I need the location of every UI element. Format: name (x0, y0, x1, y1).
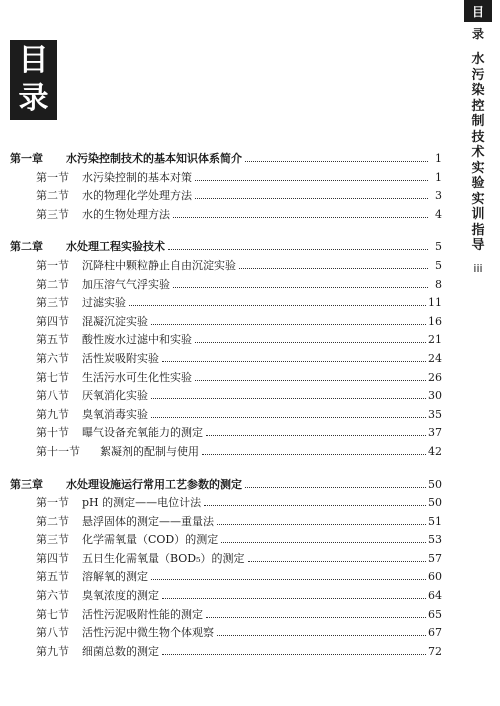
side-title-char: 导 (471, 238, 485, 253)
page-number: iii (473, 262, 483, 275)
section-title: 臭氧消毒实验 (82, 407, 148, 421)
section-title: 活性炭吸附实验 (82, 351, 159, 365)
section-label: 第二节 (36, 514, 69, 528)
toc-section-row[interactable] (10, 187, 442, 206)
section-page-number: 24 (428, 351, 442, 365)
section-page-number: 51 (428, 514, 442, 528)
leader-dots (162, 654, 426, 655)
side-title-char: 技 (471, 129, 485, 145)
chapter-label: 第二章 (10, 240, 43, 254)
toc-section-row[interactable] (10, 257, 442, 276)
toc-section-row[interactable] (10, 331, 442, 350)
toc-section-row[interactable] (10, 350, 442, 369)
leader-dots (151, 398, 426, 399)
section-title: 臭氧浓度的测定 (82, 589, 159, 603)
toc-heading-char-1: 目 (18, 43, 49, 78)
toc-chapter-row[interactable] (10, 238, 442, 257)
section-label: 第六节 (36, 351, 69, 365)
section-page-number: 26 (428, 370, 442, 384)
section-title: 悬浮固体的测定——重量法 (82, 514, 214, 528)
section-page-number: 53 (428, 533, 442, 547)
section-page-number: 35 (428, 407, 442, 421)
section-label: 第五节 (36, 570, 69, 584)
section-page-number: 8 (435, 277, 442, 291)
section-page-number: 21 (428, 333, 442, 347)
side-title-char: 训 (471, 207, 485, 222)
toc-heading-block (10, 40, 57, 120)
side-tab-top: 目 (464, 0, 492, 22)
leader-dots (206, 435, 426, 436)
chapter-title: 水污染控制技术的基本知识体系简介 (66, 152, 242, 165)
toc-section-row[interactable] (10, 494, 442, 513)
section-title: 活性污泥中微生物个体观察 (82, 626, 214, 640)
section-title: pH 的测定——电位计法 (82, 496, 202, 510)
side-title-char: 水 (471, 52, 485, 67)
section-page-number: 1 (435, 170, 442, 184)
toc-section-row[interactable] (10, 424, 442, 443)
section-label: 第一节 (36, 258, 69, 272)
chapter-page-number: 5 (435, 240, 442, 254)
section-label: 第五节 (36, 333, 69, 347)
table-of-contents (10, 150, 442, 661)
toc-section-row[interactable] (10, 531, 442, 550)
leader-dots (202, 454, 426, 455)
section-label: 第三节 (36, 296, 69, 310)
leader-dots (129, 305, 426, 306)
section-title: 絮凝剂的配制与使用 (100, 444, 199, 458)
toc-chapter-row[interactable] (10, 150, 442, 169)
leader-dots (239, 268, 428, 269)
leader-dots (151, 579, 426, 580)
side-title-char: 术 (471, 145, 485, 160)
chapter-title: 水处理工程实验技术 (66, 240, 165, 254)
side-title-char: 指 (471, 222, 485, 238)
leader-dots (151, 324, 426, 325)
section-label: 第三节 (36, 533, 69, 547)
toc-section-row[interactable] (10, 568, 442, 587)
toc-section-row[interactable] (10, 406, 442, 425)
section-page-number: 11 (428, 296, 442, 310)
side-title-char: 污 (471, 67, 485, 83)
section-label: 第八节 (36, 626, 69, 640)
section-label: 第四节 (36, 314, 69, 328)
section-label: 第九节 (36, 407, 69, 421)
leader-dots (173, 287, 428, 288)
section-title: 加压溶气气浮实验 (82, 277, 170, 291)
toc-section-row[interactable] (10, 550, 442, 569)
section-label: 第一节 (36, 496, 69, 510)
toc-heading-char-2: 录 (18, 81, 49, 116)
side-title-char: 制 (471, 114, 485, 129)
section-label: 第三节 (36, 207, 69, 221)
toc-section-row[interactable] (10, 206, 442, 225)
section-title: 化学需氧量（COD）的测定 (82, 533, 219, 547)
leader-dots (195, 342, 426, 343)
section-title: 混凝沉淀实验 (82, 314, 148, 328)
side-title-char: 实 (471, 191, 485, 207)
section-label: 第九节 (36, 644, 69, 658)
leader-dots (195, 180, 428, 181)
toc-section-row[interactable] (10, 624, 442, 643)
section-label: 第十节 (36, 426, 69, 440)
leader-dots (248, 561, 426, 562)
section-page-number: 50 (428, 496, 442, 510)
section-title: 生活污水可生化性实验 (82, 370, 192, 384)
leader-dots (168, 249, 428, 250)
chapter-gap (10, 224, 442, 238)
section-title: 水污染控制的基本对策 (82, 170, 192, 184)
chapter-title: 水处理设施运行常用工艺参数的测定 (66, 477, 242, 491)
leader-dots (245, 161, 428, 162)
section-page-number: 64 (428, 589, 442, 603)
leader-dots (206, 617, 426, 618)
section-label: 第六节 (36, 589, 69, 603)
toc-section-row[interactable] (10, 276, 442, 295)
chapter-label: 第三章 (10, 477, 43, 491)
toc-section-row[interactable] (10, 606, 442, 625)
side-title-char: 实 (471, 160, 485, 176)
side-title-char: 控 (471, 98, 485, 114)
toc-section-row[interactable] (10, 313, 442, 332)
chapter-gap (10, 462, 442, 476)
toc-section-row[interactable] (10, 369, 442, 388)
section-page-number: 42 (428, 444, 442, 458)
section-page-number: 57 (428, 551, 442, 565)
leader-dots (195, 198, 428, 199)
leader-dots (221, 542, 426, 543)
section-title: 细菌总数的测定 (82, 644, 159, 658)
leader-dots (217, 524, 426, 525)
chapter-page-number: 1 (435, 152, 442, 165)
toc-section-row[interactable] (10, 443, 442, 462)
section-page-number: 67 (428, 626, 442, 640)
section-page-number: 3 (435, 189, 442, 203)
section-label: 第二节 (36, 277, 69, 291)
section-title: 溶解氧的测定 (82, 570, 148, 584)
leader-dots (217, 635, 426, 636)
section-page-number: 72 (428, 644, 442, 658)
toc-section-row[interactable] (10, 387, 442, 406)
leader-dots (162, 361, 426, 362)
leader-dots (245, 487, 426, 488)
section-title: 酸性废水过滤中和实验 (82, 333, 192, 347)
chapter-page-number: 50 (428, 477, 442, 491)
section-page-number: 5 (435, 258, 442, 272)
toc-section-row[interactable] (10, 587, 442, 606)
section-label: 第十一节 (36, 444, 80, 458)
section-label: 第二节 (36, 189, 69, 203)
leader-dots (204, 505, 426, 506)
side-title-char: 染 (471, 83, 485, 98)
toc-section-row[interactable] (10, 169, 442, 188)
section-label: 第八节 (36, 389, 69, 403)
toc-section-row[interactable] (10, 294, 442, 313)
toc-chapter-row[interactable] (10, 476, 442, 495)
leader-dots (195, 380, 426, 381)
section-label: 第四节 (36, 551, 69, 565)
section-page-number: 30 (428, 389, 442, 403)
section-label: 第一节 (36, 170, 69, 184)
section-page-number: 37 (428, 426, 442, 440)
section-title: 水的生物处理方法 (82, 207, 170, 221)
leader-dots (162, 598, 426, 599)
section-title: 沉降柱中颗粒静止自由沉淀实验 (82, 258, 236, 272)
section-title: 厌氧消化实验 (82, 389, 148, 403)
leader-dots (151, 417, 426, 418)
section-page-number: 65 (428, 607, 442, 621)
side-title-char: 验 (471, 176, 485, 191)
leader-dots (173, 217, 428, 218)
chapter-label: 第一章 (10, 152, 43, 165)
section-label: 第七节 (36, 607, 69, 621)
side-tab-bottom: 录 (471, 26, 484, 41)
section-page-number: 4 (435, 207, 442, 221)
section-title: 五日生化需氧量（BOD₅）的测定 (82, 551, 245, 565)
section-title: 活性污泥吸附性能的测定 (82, 607, 203, 621)
toc-section-row[interactable] (10, 513, 442, 532)
section-title: 水的物理化学处理方法 (82, 189, 192, 203)
toc-section-row[interactable] (10, 643, 442, 662)
section-label: 第七节 (36, 370, 69, 384)
section-page-number: 60 (428, 570, 442, 584)
section-page-number: 16 (428, 314, 442, 328)
section-title: 曝气设备充氧能力的测定 (82, 426, 203, 440)
section-title: 过滤实验 (82, 296, 126, 310)
side-book-title (464, 52, 492, 254)
